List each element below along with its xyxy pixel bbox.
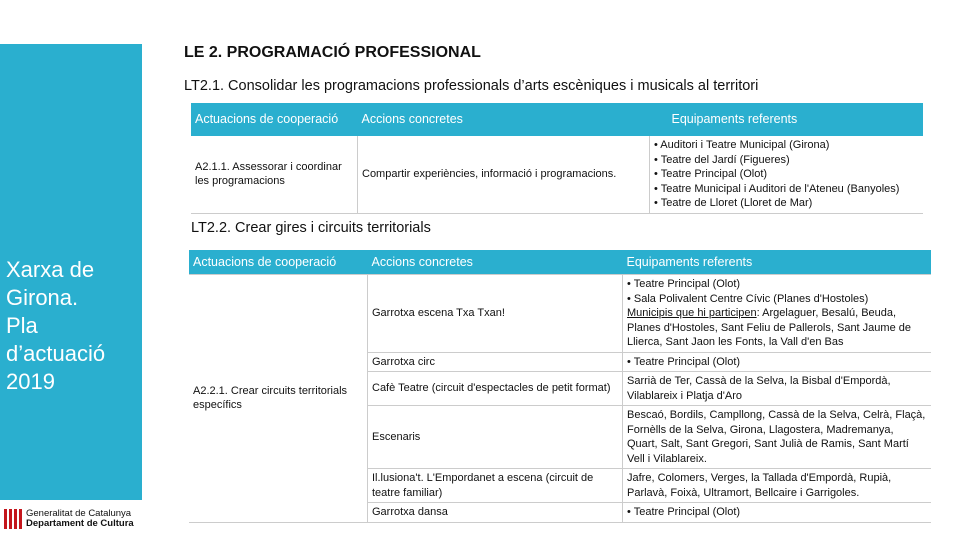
column-header: Accions concretes	[368, 250, 623, 275]
table-row	[191, 136, 923, 213]
column-header: Equipaments referents	[623, 250, 932, 275]
table-header-row	[191, 103, 923, 136]
column-header: Accions concretes	[358, 103, 650, 136]
venues-cell: • Teatre Principal (Olot)	[623, 503, 932, 523]
generalitat-logo	[4, 507, 154, 533]
venues-cell: • Teatre Principal (Olot)	[623, 352, 932, 372]
participating-list: : Argelaguer, Besalú, Beuda, Planes d'Hostoles, Sant Feliu de Pallerols, Sant Jaume de Llierca, Sant Jaon les Fonts, la Vall d'en Bas	[627, 307, 911, 348]
table-row	[189, 275, 931, 353]
table-lt21	[191, 103, 923, 214]
venue-item: • Teatre del Jardí (Figueres)	[654, 153, 790, 166]
participating-label: Municipis que hi participen	[627, 307, 757, 319]
concrete-cell: Il.lusiona't. L'Empordanet a escena (circuit de teatre familiar)	[368, 469, 623, 503]
table-header-row	[189, 250, 931, 275]
venue-item: • Teatre Municipal i Auditori de l'Ateneu (Banyoles)	[654, 182, 900, 195]
concrete-cell: Escenaris	[368, 406, 623, 469]
concrete-cell: Garrotxa dansa	[368, 503, 623, 523]
venue-item: • Teatre Principal (Olot)	[627, 278, 741, 290]
venue-item: • Teatre de Lloret (Lloret de Mar)	[654, 197, 813, 209]
section-title-lt21: LT2.1. Consolidar les programacions professionals d’arts escèniques i musicals al territori	[184, 78, 759, 94]
concrete-cell: Cafè Teatre (circuit d'espectacles de petit format)	[368, 372, 623, 406]
sidebar-title: Xarxa de Girona. Pla d’actuació 2019	[6, 257, 106, 394]
action-cell: A2.1.1. Assessorar i coordinar les programacions	[191, 136, 358, 213]
column-header: Equipaments referents	[650, 103, 924, 136]
page-title: LE 2. PROGRAMACIÓ PROFESSIONAL	[184, 44, 481, 61]
senyera-icon	[4, 509, 22, 529]
table-lt22	[189, 250, 931, 523]
action-cell: A2.2.1. Crear circuits territorials específics	[189, 275, 368, 523]
venue-item: • Auditori i Teatre Municipal (Girona)	[654, 139, 830, 151]
venues-cell: Jafre, Colomers, Verges, la Tallada d'Empordà, Rupià, Parlavà, Foixà, Ultramort, Bellcaire i Garrigoles.	[623, 469, 932, 503]
concrete-cell: Garrotxa circ	[368, 352, 623, 372]
sidebar-panel	[0, 44, 142, 500]
venue-item: • Sala Polivalent Centre Cívic (Planes d'Hostoles)	[627, 292, 869, 305]
concrete-cell: Garrotxa escena Txa Txan!	[368, 275, 623, 353]
logo-line-2: Departament de Cultura	[26, 518, 134, 529]
venues-cell: Sarrià de Ter, Cassà de la Selva, la Bisbal d'Empordà, Vilablareix i Platja d'Aro	[623, 372, 932, 406]
section-title-lt22: LT2.2. Crear gires i circuits territorials	[191, 220, 431, 236]
venues-cell	[650, 136, 924, 213]
venues-cell: Bescaó, Bordils, Campllong, Cassà de la Selva, Celrà, Flaçà, Fornèlls de la Selva, Girona, Llagostera, Madremanya, Quart, Salt, Sant Gregori, Sant Julià de Ramis, Sant Martí Vell i Vilablareix.	[623, 406, 932, 469]
logo-line-1: Generalitat de Catalunya	[26, 508, 132, 519]
venue-item: • Teatre Principal (Olot)	[654, 168, 768, 180]
concrete-cell: Compartir experiències, informació i programacions.	[358, 136, 650, 213]
venues-cell	[623, 275, 932, 353]
column-header: Actuacions de cooperació	[189, 250, 368, 275]
column-header: Actuacions de cooperació	[191, 103, 358, 136]
